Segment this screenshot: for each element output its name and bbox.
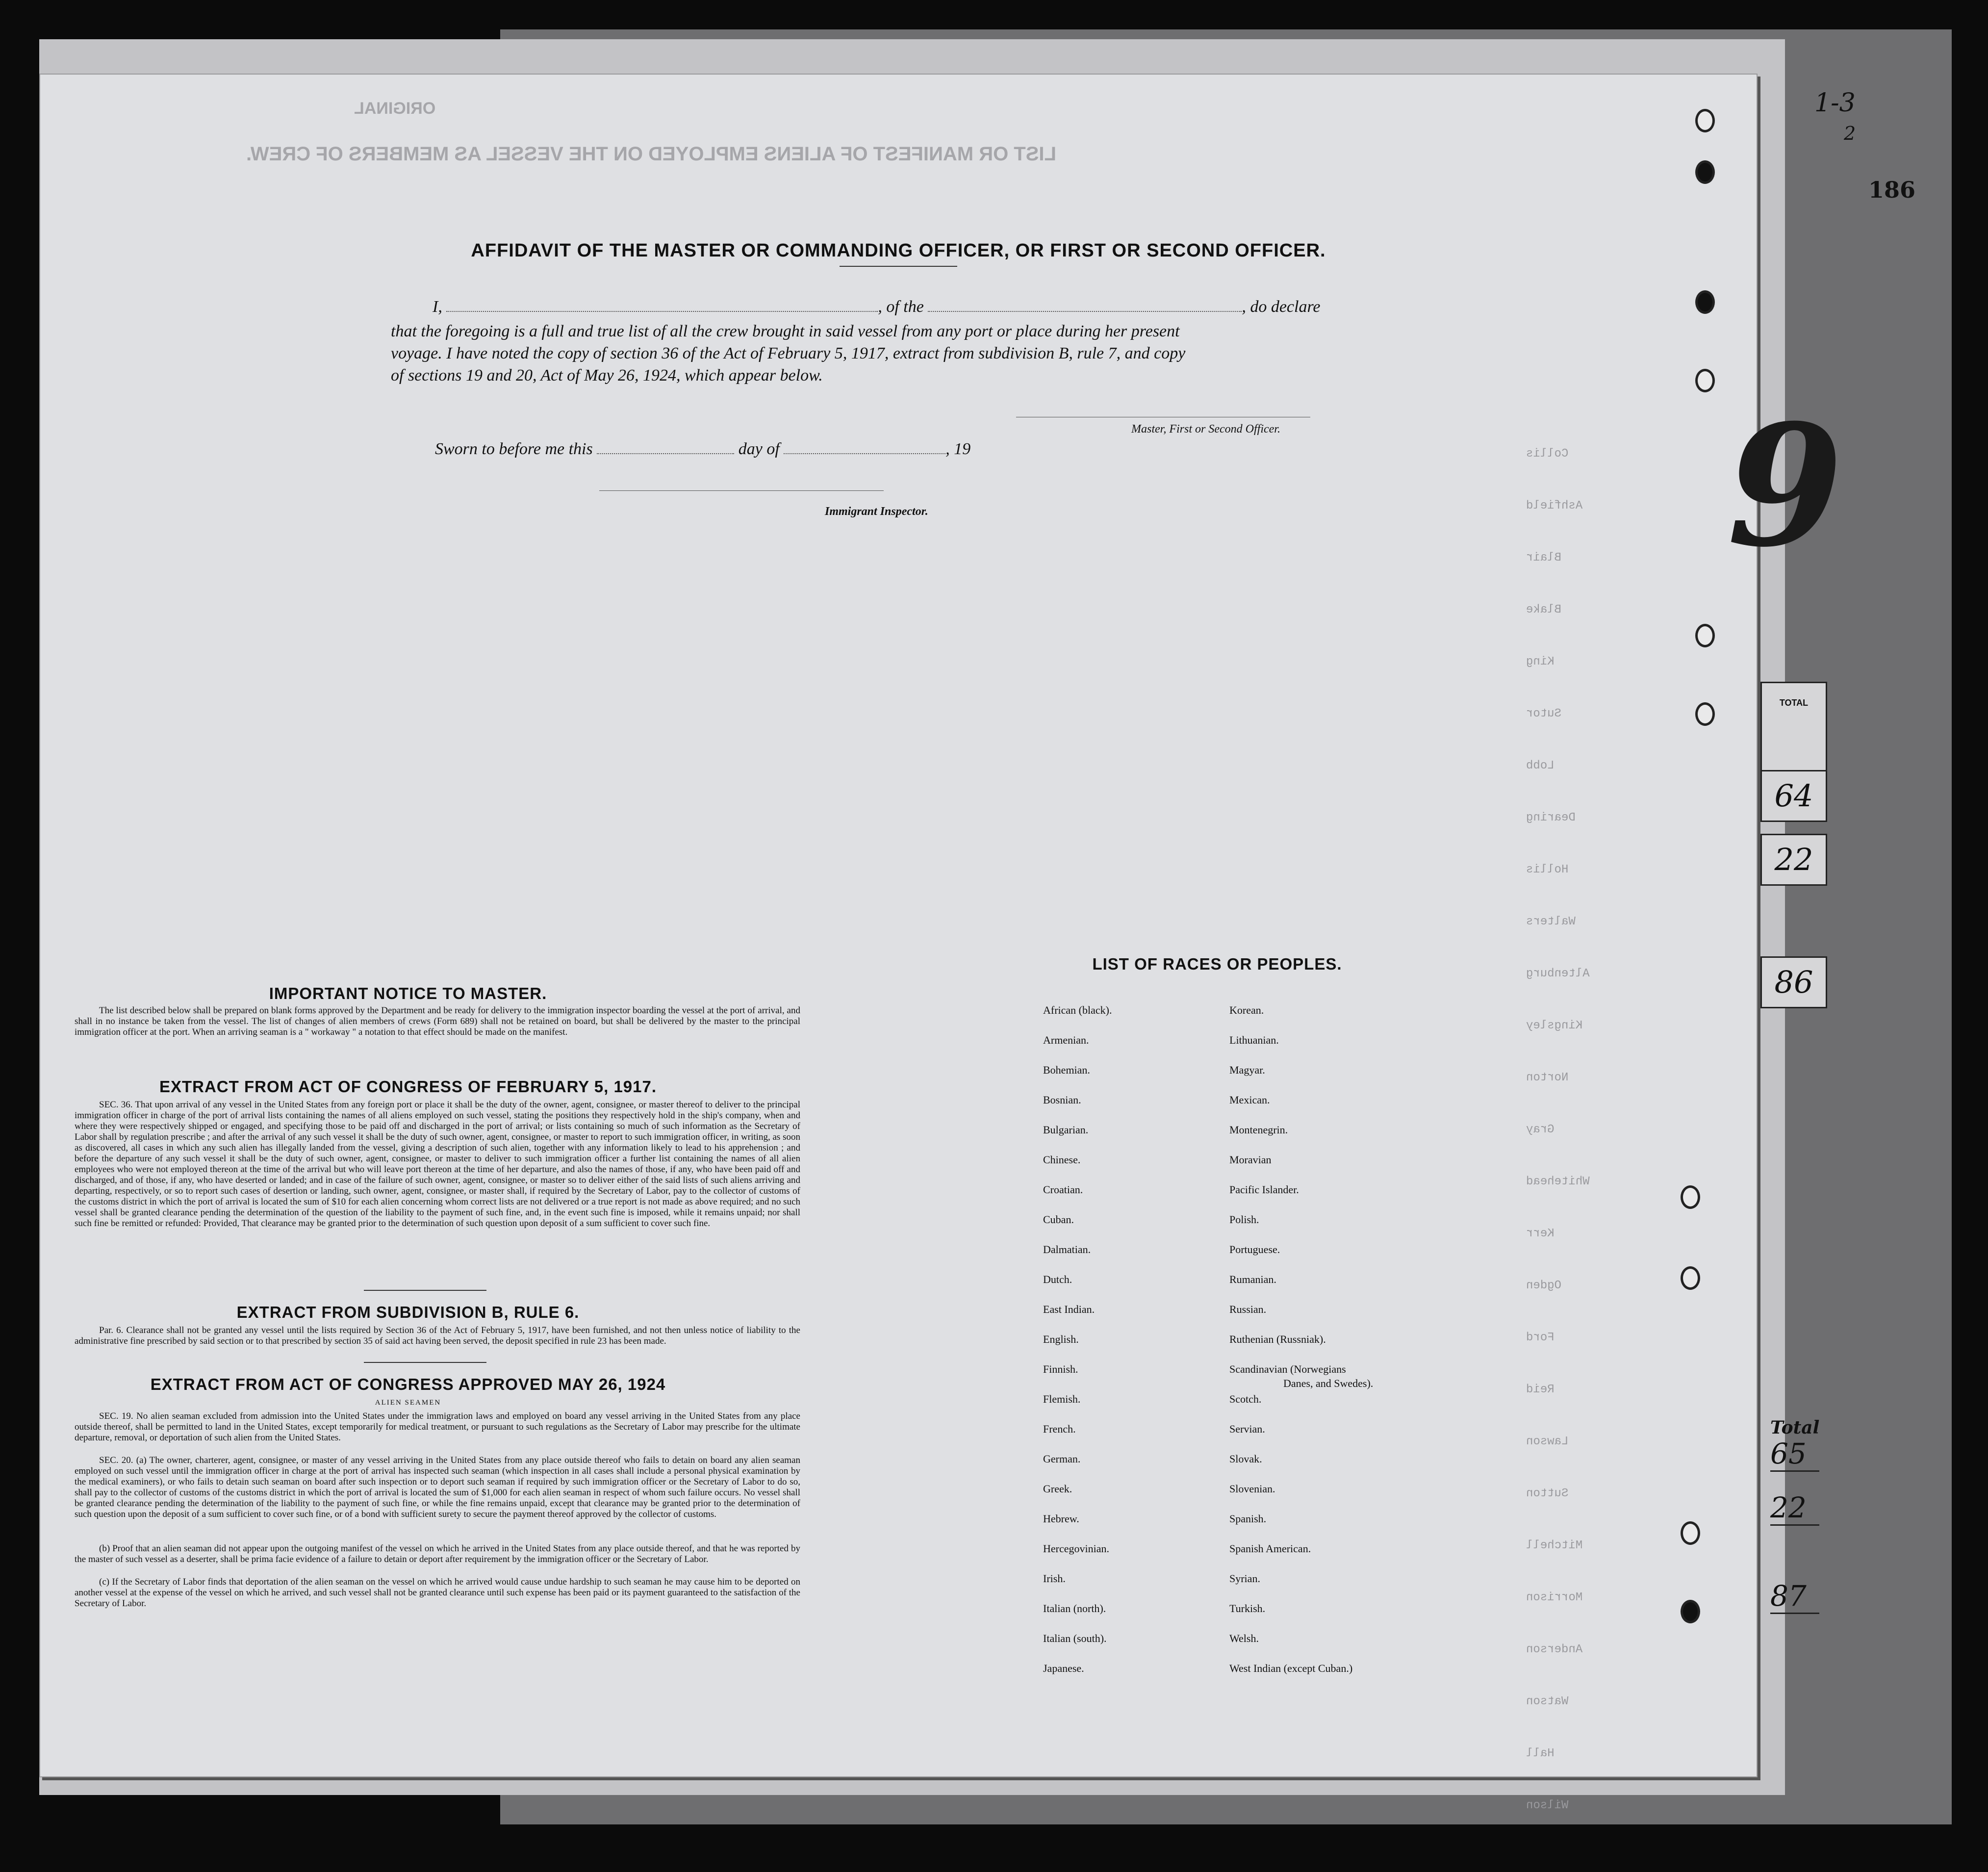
punch-hole [1695, 369, 1715, 392]
affidavit-line-2: that the foregoing is a full and true list of all the crew brought in said vessel from any port or place during her present [391, 322, 1180, 340]
punch-hole [1681, 1185, 1700, 1209]
race-item: Italian (north). [1043, 1602, 1106, 1615]
sworn-line [435, 440, 1171, 459]
race-item: Flemish. [1043, 1393, 1081, 1405]
vessel-blank [928, 311, 1242, 312]
bleed-through-name: Ashfield [1526, 499, 1583, 513]
punch-hole [1695, 290, 1715, 314]
inspector-label: Immigrant Inspector. [825, 505, 928, 518]
extract-1924-title: EXTRACT FROM ACT OF CONGRESS APPROVED MAY 26, 1924 [150, 1375, 666, 1393]
affidavit-declare: , do declare [1242, 298, 1321, 316]
race-item: Scotch. [1229, 1393, 1262, 1405]
races-title: LIST OF RACES OR PEOPLES. [1092, 955, 1342, 973]
race-item: East Indian. [1043, 1303, 1095, 1315]
bleed-through-name: Norton [1526, 1071, 1569, 1084]
race-item: German. [1043, 1453, 1081, 1465]
bleed-through-name: Sutton [1526, 1487, 1569, 1500]
affidavit-of-the: , of the [878, 298, 924, 316]
sworn-day-of: day of [738, 440, 780, 458]
race-item: French. [1043, 1423, 1076, 1435]
bleed-through-name: Collis [1526, 447, 1569, 461]
tally-value-2: 22 [1760, 834, 1827, 886]
bleed-through-name: Mitchell [1526, 1539, 1583, 1552]
extract-1924-sec20a: SEC. 20. (a) The owner, charterer, agent, consignee, or master of any vessel arriving in the United States from any place outside thereof who fails to detain on board any alien seaman employed on such vessel until the immigration officer in charge at the port of arrival has inspected such seaman (which inspection in all cases shall include a personal physical examination by the medical examiners), or who fails to detain such seaman on board after such inspection or to deport such seaman if required by such immigration officer or the Secretary of Labor to do so, shall pay to the collector of customs of the customs district in which the port of arrival is located the sum of $1,000 for each alien seaman in respect of whom such failure occurs. No vessel shall be granted clearance pending the determination of the liability to the payment of such fine, or while the fine remains unpaid, except that clearance may be granted prior to the determination of such question upon the deposit of a sum sufficient to cover such fine, or of a bond with sufficient surety to secure the payment thereof approved by the collector of customs. [75, 1455, 800, 1519]
total-value-2: 22 [1770, 1491, 1819, 1526]
race-item: Pacific Islander. [1229, 1183, 1299, 1196]
bleed-through-heading: LIST OR MANIFEST OF ALIENS EMPLOYED ON THE VESSEL AS MEMBERS OF CREW. [246, 143, 1056, 165]
bleed-through-name: Whitehead [1526, 1175, 1590, 1188]
title-rule [840, 266, 957, 267]
extract-1917-title: EXTRACT FROM ACT OF CONGRESS OF FEBRUARY 5, 1917. [159, 1077, 657, 1096]
race-item: Rumanian. [1229, 1273, 1276, 1285]
total-value-3: 87 [1770, 1579, 1819, 1614]
race-item: Mexican. [1229, 1094, 1270, 1106]
race-item: African (black). [1043, 1004, 1112, 1016]
name-blank [446, 311, 878, 312]
bleed-through-name: Lawson [1526, 1435, 1569, 1448]
race-item: Irish. [1043, 1572, 1066, 1585]
big-handwritten-mark: 9 [1727, 388, 1843, 584]
race-item: Spanish American. [1229, 1542, 1311, 1555]
bleed-through-name: Dearing [1526, 811, 1576, 824]
race-item: Danes, and Swedes). [1283, 1377, 1374, 1389]
race-item: Hebrew. [1043, 1513, 1079, 1525]
race-item: Japanese. [1043, 1662, 1084, 1674]
sworn-year: , 19 [945, 440, 971, 458]
race-item: Slovenian. [1229, 1483, 1275, 1495]
punch-hole [1695, 160, 1715, 184]
race-item: Cuban. [1043, 1213, 1074, 1226]
race-item: Greek. [1043, 1483, 1072, 1495]
race-item: Moravian [1229, 1154, 1272, 1166]
total-value-1: 65 [1770, 1437, 1819, 1472]
race-item: Portuguese. [1229, 1243, 1280, 1256]
sworn-day-blank [597, 453, 734, 454]
bleed-through-name: Sutor [1526, 707, 1562, 720]
race-item: English. [1043, 1333, 1079, 1345]
affidavit-line-1 [433, 298, 1413, 316]
bleed-through-name: Ford [1526, 1331, 1555, 1344]
race-item: Syrian. [1229, 1572, 1260, 1585]
race-item: Finnish. [1043, 1363, 1078, 1375]
race-item: Bosnian. [1043, 1094, 1081, 1106]
race-item: Slovak. [1229, 1453, 1262, 1465]
race-item: Chinese. [1043, 1154, 1081, 1166]
punch-hole [1681, 1521, 1700, 1545]
total-label: Total [1770, 1417, 1820, 1438]
race-item: Croatian. [1043, 1183, 1083, 1196]
bleed-through-name: Ogden [1526, 1279, 1562, 1292]
extract-1924-sec19: SEC. 19. No alien seaman excluded from admission into the United States under the immigration laws and employed on board any vessel arriving in the United States from any place outside thereof, shall be permitted to land in the United States, except temporarily for medical treatment, or pursuant to such regulations as the Secretary of Labor may prescribe for the ultimate departure, removal, or deportation of such alien from the United States. [75, 1411, 800, 1443]
bleed-through-name: Watson [1526, 1695, 1569, 1708]
extract-1924-sec20b: (b) Proof that an alien seaman did not appear upon the outgoing manifest of the vessel on which he arrived in the United States from any place outside thereof, and that he was reported by the master of such vessel as a deserter, shall be prima facie evidence of a failure to detain or deport after requirement by the immigration officer or the Secretary of Labor. [75, 1543, 800, 1564]
bleed-through-name: Kingsley [1526, 1019, 1583, 1032]
extract-rule-2 [364, 1362, 486, 1363]
bleed-through-original: ORIGINAL [354, 99, 436, 118]
bleed-through-name: Morrison [1526, 1591, 1583, 1604]
bleed-through-name: Kerr [1526, 1227, 1555, 1240]
sworn-month-blank [784, 453, 945, 454]
bleed-through-name: Hollis [1526, 863, 1569, 876]
affidavit-i: I, [433, 298, 442, 316]
race-item: Bohemian. [1043, 1064, 1090, 1076]
bleed-through-name: King [1526, 655, 1555, 668]
race-item: Magyar. [1229, 1064, 1265, 1076]
extract-rule-1 [364, 1290, 486, 1291]
extract-rule6-title: EXTRACT FROM SUBDIVISION B, RULE 6. [236, 1303, 580, 1321]
affidavit-line-3: voyage. I have noted the copy of section 36 of the Act of February 5, 1917, extract from subdivision B, rule 7, and copy [391, 344, 1186, 362]
race-item: Polish. [1229, 1213, 1259, 1226]
race-item: Montenegrin. [1229, 1124, 1288, 1136]
race-item: Hercegovinian. [1043, 1542, 1109, 1555]
race-item: Armenian. [1043, 1034, 1089, 1046]
punch-hole [1695, 702, 1715, 726]
race-item: Scandinavian (Norwegians [1229, 1363, 1346, 1375]
punch-hole [1695, 624, 1715, 647]
race-item: Dutch. [1043, 1273, 1072, 1285]
race-item: Turkish. [1229, 1602, 1266, 1615]
sworn-prefix: Sworn to before me this [435, 440, 593, 458]
punch-hole [1681, 1266, 1700, 1290]
race-item: Dalmatian. [1043, 1243, 1091, 1256]
notice-text: The list described below shall be prepared on blank forms approved by the Department and be ready for delivery to the immigration inspector boarding the vessel at the port of arrival, and shall in no instance be taken from the vessel. The list of changes of alien members of crews (Form 689) shall not be retained on board, but shall be delivered by the master to the principal immigration officer at the port. When an arriving seaman is a " workaway " a notation to that effect should be made on the manifest. [75, 1005, 800, 1037]
affidavit-title: AFFIDAVIT OF THE MASTER OR COMMANDING OFFICER, OR FIRST OR SECOND OFFICER. [471, 240, 1326, 261]
race-item: Lithuanian. [1229, 1034, 1279, 1046]
bleed-through-name: Wilson [1526, 1799, 1569, 1812]
corner-mark-2: 2 [1844, 123, 1856, 144]
extract-1924-sec20c: (c) If the Secretary of Labor finds that deportation of the alien seaman on the vessel on which he arrived would cause undue hardship to such seaman he may cause him to be deported on another vessel at the expense of the vessel on which he arrived, and such vessel shall not be granted clearance until such expense has been paid or its payment guaranteed to the satisfaction of the Secretary of Labor. [75, 1577, 800, 1609]
corner-mark: 1-3 [1814, 88, 1856, 118]
bleed-through-name: Blake [1526, 603, 1562, 616]
bleed-through-name: Walters [1526, 915, 1576, 928]
punch-hole [1695, 109, 1715, 132]
bleed-through-name: Anderson [1526, 1643, 1583, 1656]
master-label: Master, First or Second Officer. [1131, 423, 1280, 436]
race-item: West Indian (except Cuban.) [1229, 1662, 1353, 1674]
tally-value-1: 64 [1760, 770, 1827, 822]
race-item: Ruthenian (Russniak). [1229, 1333, 1326, 1345]
punch-hole [1681, 1600, 1700, 1623]
bleed-through-name: Hall [1526, 1747, 1555, 1760]
race-item: Servian. [1229, 1423, 1265, 1435]
extract-rule6-text: Par. 6. Clearance shall not be granted any vessel until the lists required by Section 36 of the Act of February 5, 1917, have been furnished, and not then unless notice of liability to the administrative fine prescribed by said section or to that prescribed by section 35 of said act having been served, the deposit specified in rule 23 has been made. [75, 1325, 800, 1346]
bleed-through-name: Altenburg [1526, 967, 1590, 980]
tally-value-3: 86 [1760, 956, 1827, 1008]
extract-1924-subtitle: ALIEN SEAMEN [375, 1399, 441, 1407]
affidavit-line-4: of sections 19 and 20, Act of May 26, 1924, which appear below. [391, 366, 823, 385]
race-item: Italian (south). [1043, 1632, 1107, 1644]
race-item: Bulgarian. [1043, 1124, 1089, 1136]
tally-header: TOTAL [1760, 682, 1827, 773]
bleed-through-name: Gray [1526, 1123, 1555, 1136]
bleed-through-name: Blair [1526, 551, 1562, 564]
inspector-signature-line [599, 490, 884, 491]
bleed-through-name: Reid [1526, 1383, 1555, 1396]
race-item: Spanish. [1229, 1513, 1267, 1525]
notice-title: IMPORTANT NOTICE TO MASTER. [269, 984, 547, 1002]
extract-1917-text: SEC. 36. That upon arrival of any vessel in the United States from any foreign port or place it shall be the duty of the owner, agent, consignee, or master thereof to deliver to the principal immigration officer in charge of the port of arrival lists containing the names of all aliens employed on such vessel, stating the positions they respectively hold in the ship's company, when and where they were respectively shipped or engaged, and specifying those to be paid off and discharged in the port of arrival; or lists containing so much of such information as the Secretary of Labor shall by regulation prescribe ; and after the arrival of any such vessel it shall be the duty of such owner, agent, consignee, or master to report to such immigration officer, in writing, as soon as discovered, all cases in which any such alien has illegally landed from the vessel, giving a description of such alien, together with any information likely to lead to his apprehension ; and before the departure of any such vessel it shall be the duty of such owner, agent, consignee, or master to deliver to such immigration officer a further list containing the names of all alien employees who were not employed thereon at the time of the arrival but who will leave port thereon at the time of her departure, and also the names of those, if any, who have been paid off and discharged, and of those, if any, who have deserted or landed; and in case of the failure of such owner, agent, consignee, or master so to deliver either of the said lists of such aliens arriving and departing, respectively, or so to report such cases of desertion or landing, such owner, agent, consignee, or master shall, if required by the Secretary of Labor, pay to the collector of customs of the customs district in which the port of arrival is located the sum of $10 for each alien concerning whom correct lists are not delivered or a true report is not made as above required; and no such vessel shall be granted clearance pending the determination of the question of the liability to the payment of such fine, and, in the event such fine is imposed, while it remains unpaid; nor shall such fine be remitted or refunded: Provided, That clearance may be granted prior to the determination of such question upon deposit of a sum sufficient to cover such fine. [75, 1100, 800, 1229]
race-item: Korean. [1229, 1004, 1264, 1016]
bleed-through-name: Lobb [1526, 759, 1555, 772]
race-item: Welsh. [1229, 1632, 1259, 1644]
race-item: Russian. [1229, 1303, 1267, 1315]
page-number: 186 [1868, 177, 1916, 203]
